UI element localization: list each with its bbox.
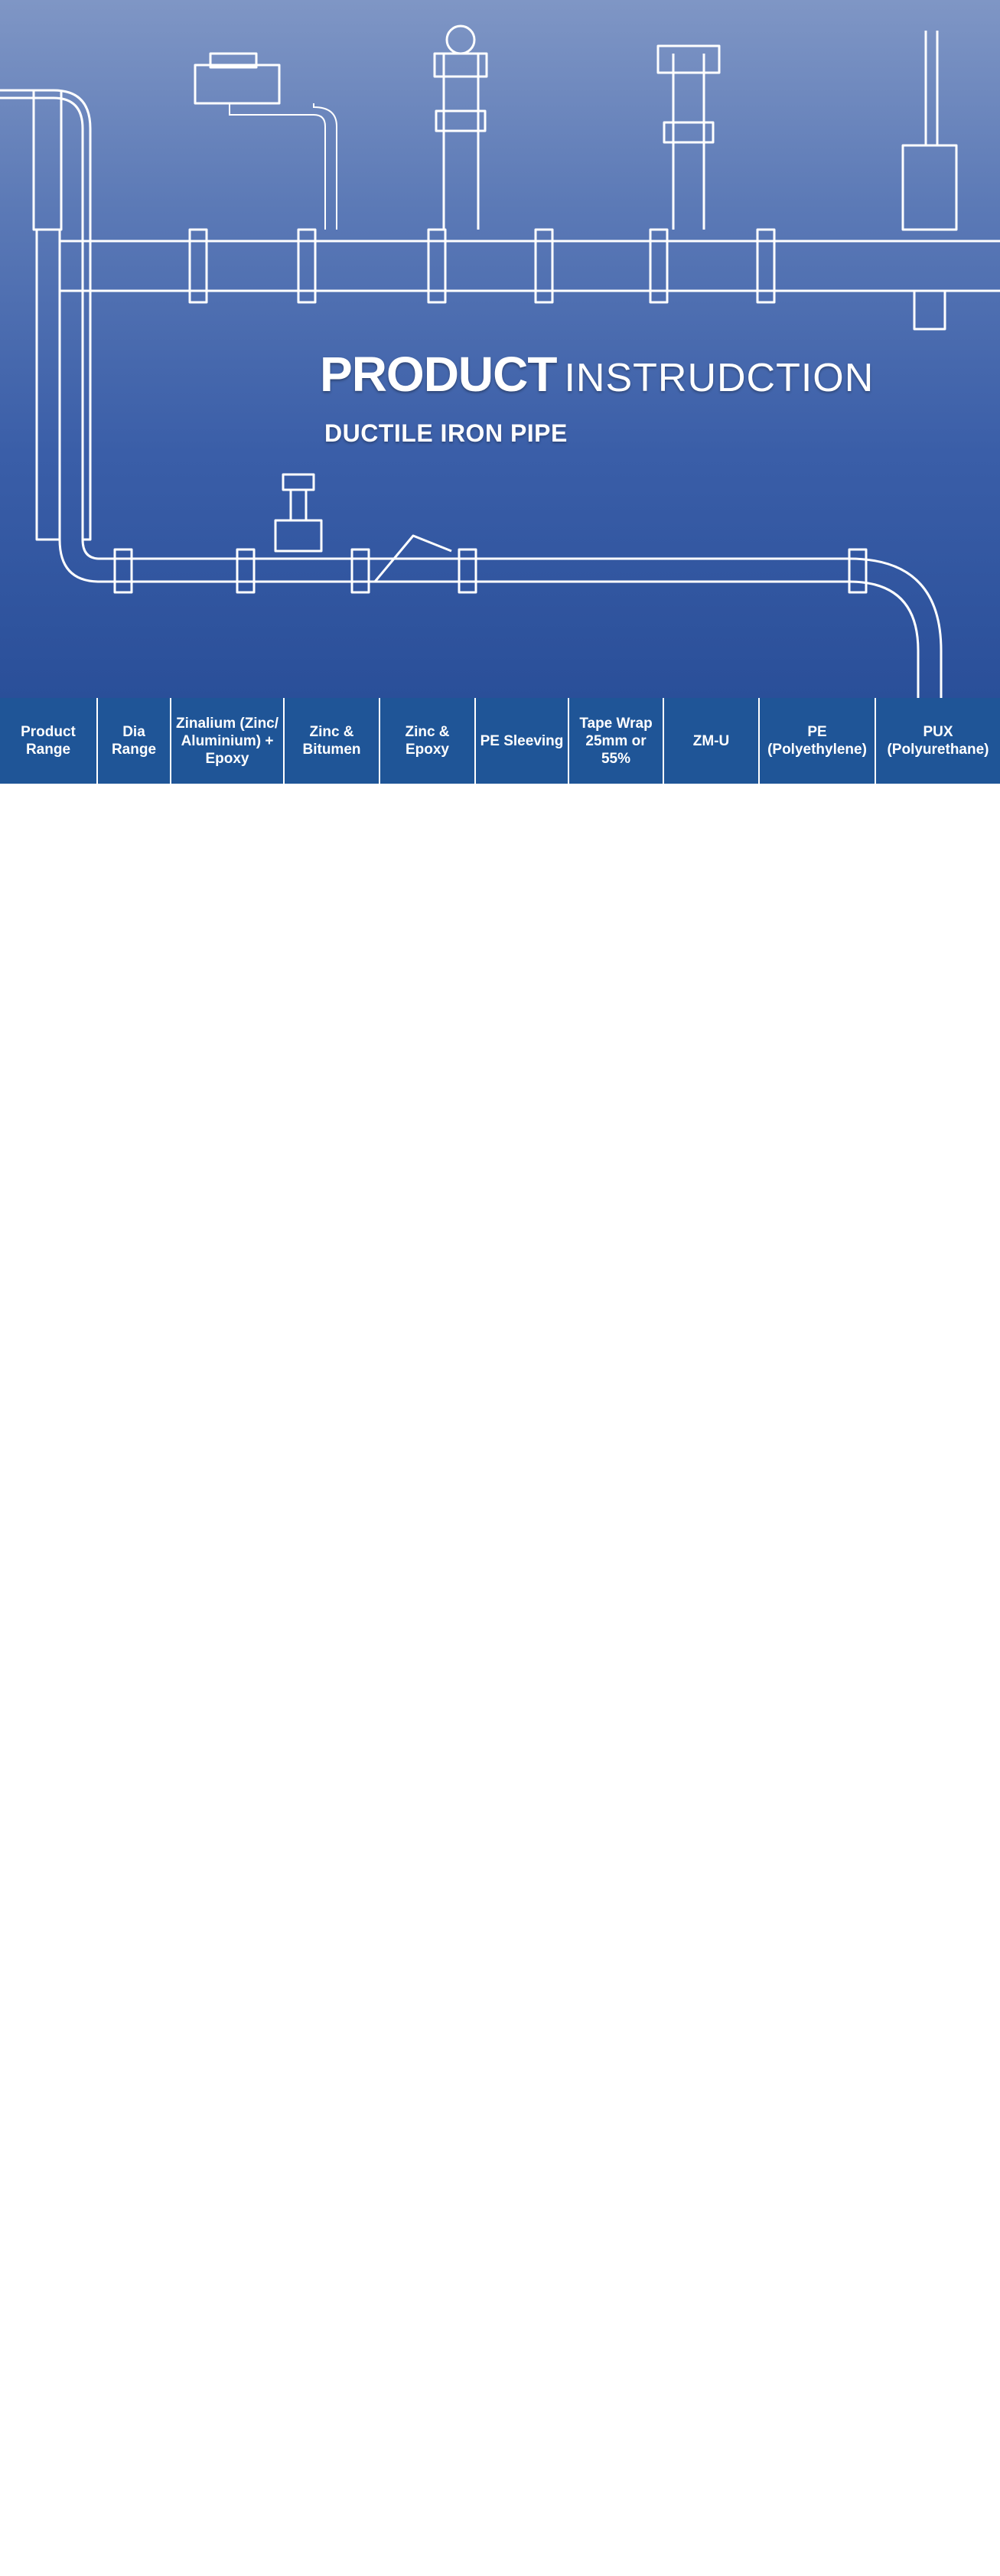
- header-pe-sleeving: PE Sleeving: [476, 698, 569, 784]
- page-title: [320, 346, 874, 403]
- header-zinalium-epoxy: Zinalium (Zinc/ Aluminium) + Epoxy: [171, 698, 285, 784]
- header-product-range: Product Range: [0, 698, 98, 784]
- header-pux-polyurethane: PUX (Polyurethane): [887, 724, 989, 758]
- page-title-bold: PRODUCT: [320, 347, 557, 402]
- header-dia-range: Dia Range: [98, 698, 171, 784]
- header-zm-u: ZM-U: [664, 698, 760, 784]
- header-tape-wrap: Tape Wrap 25mm or 55%: [569, 698, 664, 784]
- hero-banner: [0, 0, 1000, 698]
- coating-table-header: [0, 698, 1000, 784]
- header-zinc-epoxy: Zinc & Epoxy: [380, 698, 476, 784]
- header-zinc-bitumen: Zinc & Bitumen: [285, 698, 380, 784]
- header-pe-polyethylene: PE (Polyethylene): [760, 698, 876, 784]
- page-title-light: INSTRUDCTION: [564, 356, 875, 400]
- page-subtitle: DUCTILE IRON PIPE: [324, 419, 568, 447]
